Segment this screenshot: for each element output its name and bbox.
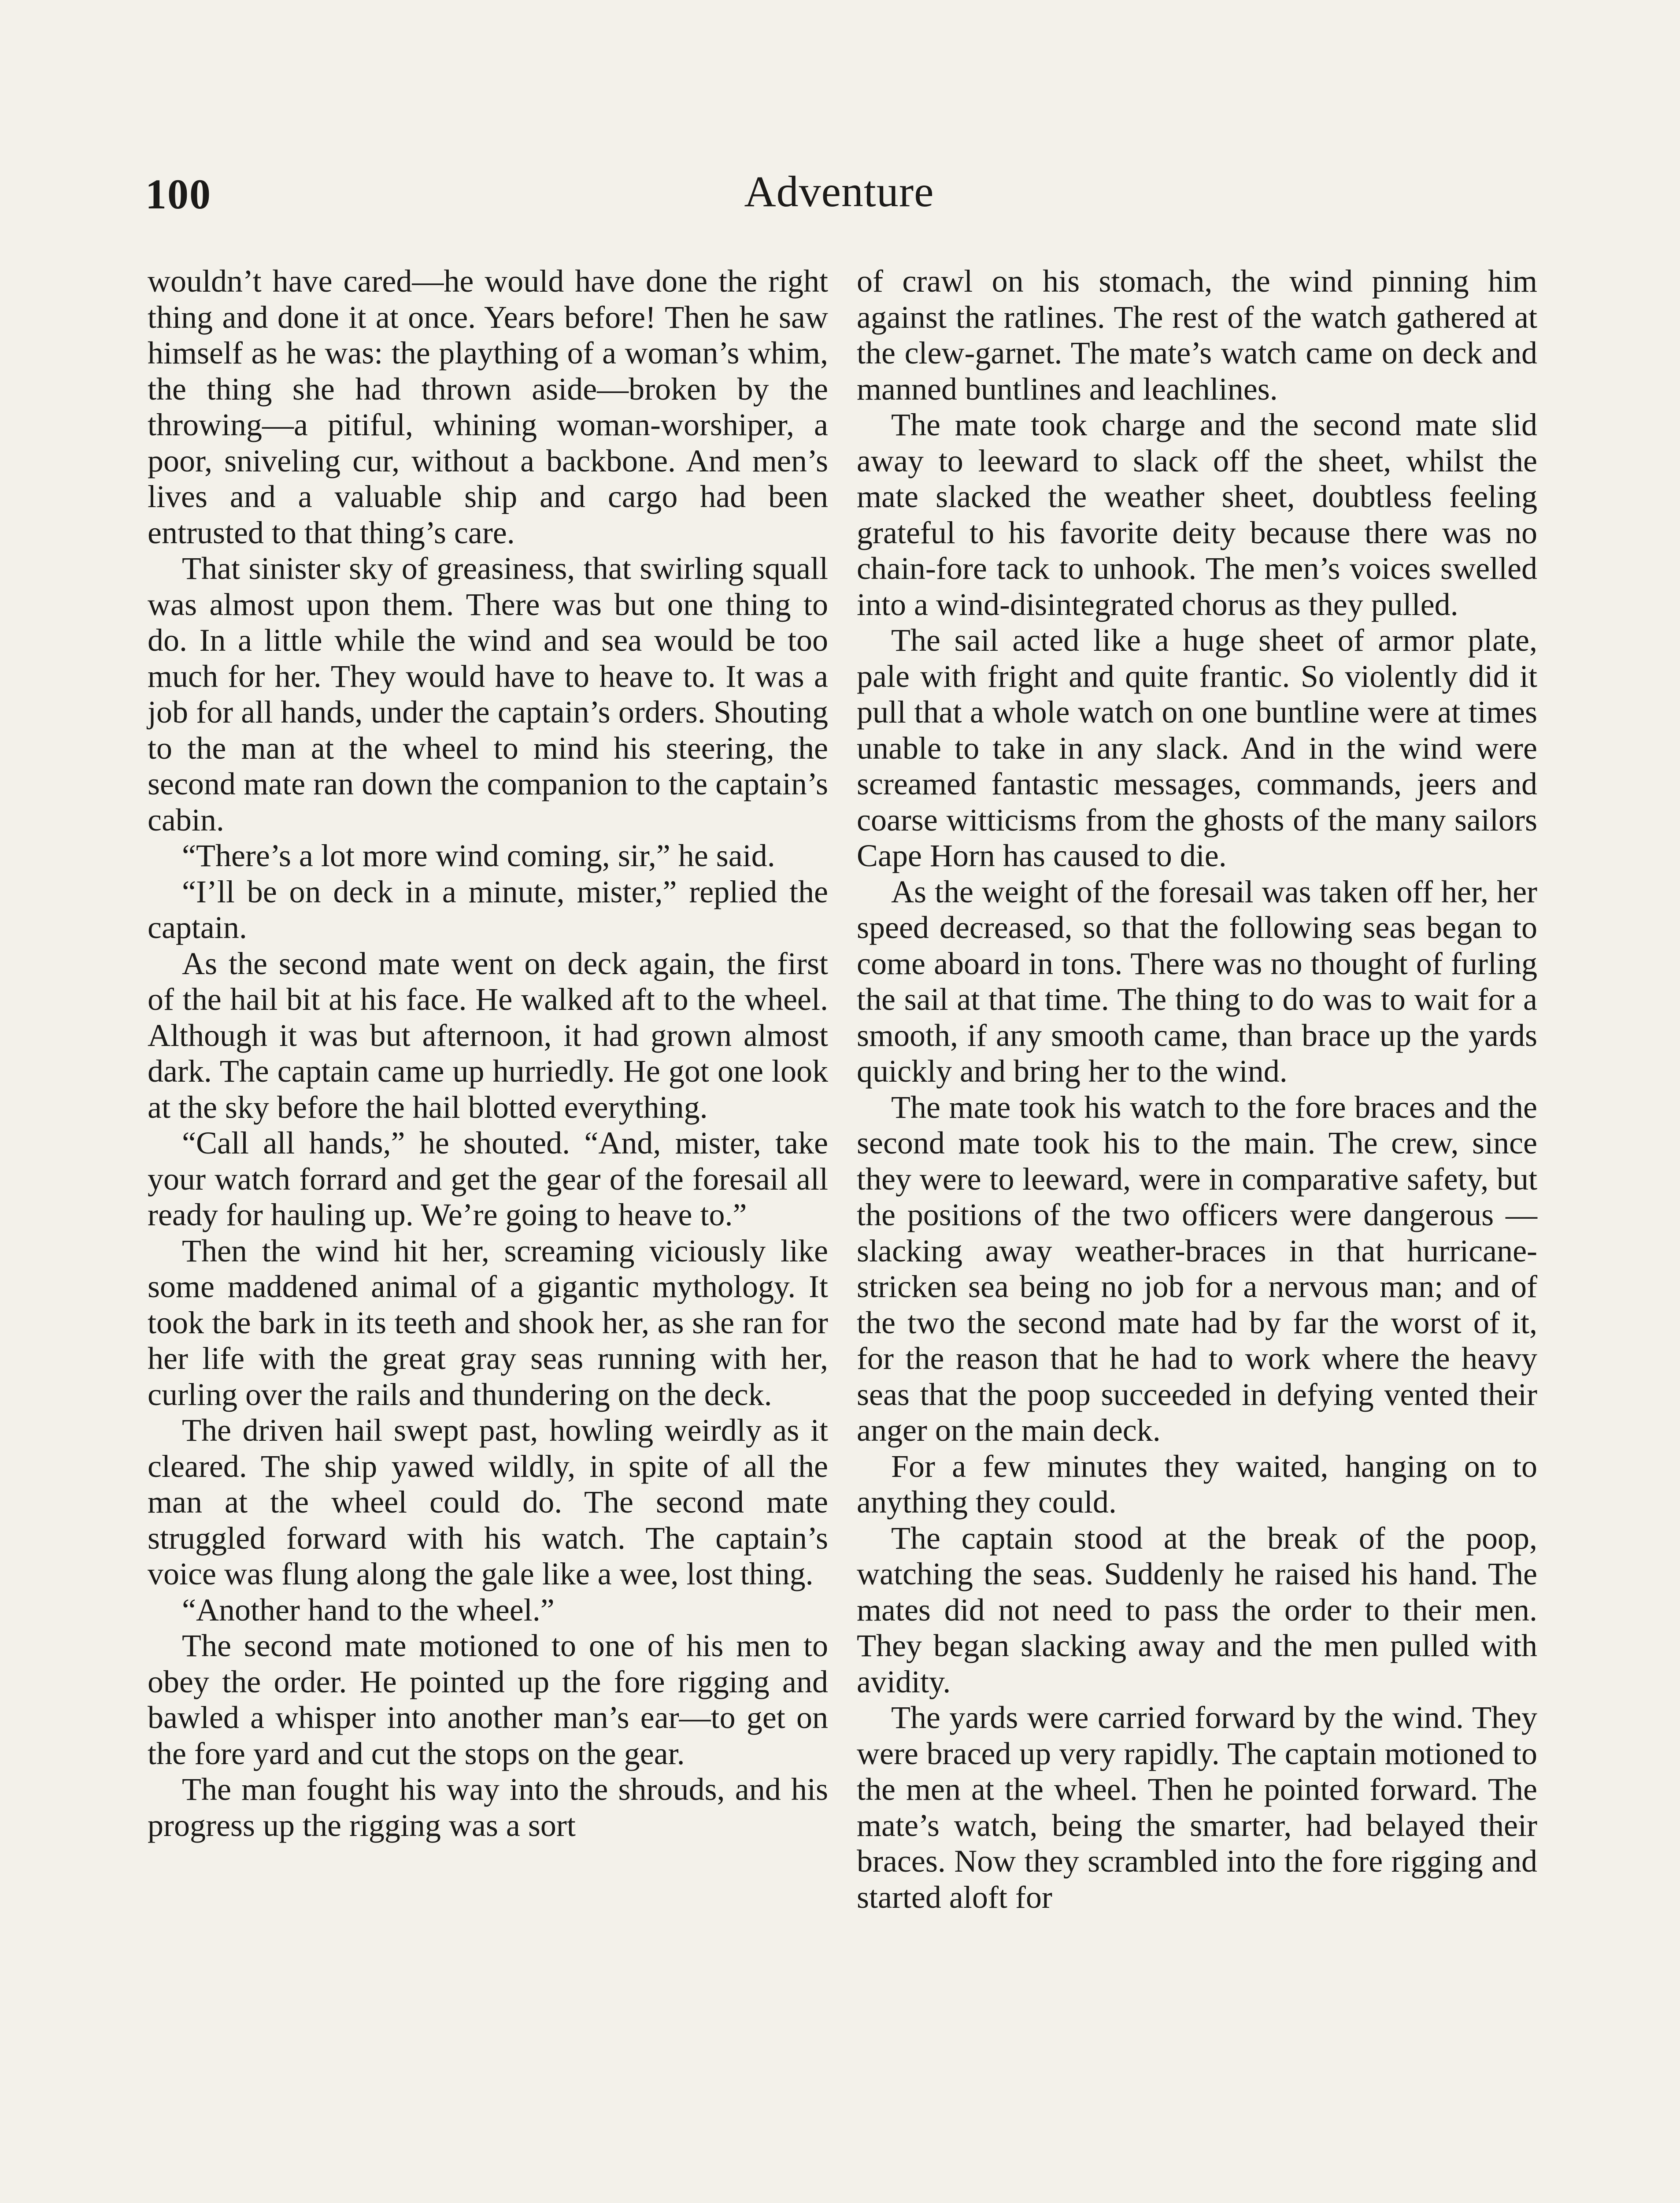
paragraph: “I’ll be on deck in a minute, mister,” replied the captain. [148,874,828,945]
paragraph: That sinister sky of greasiness, that swirling squall was almost upon them. There was but one thing to do. In a little while the wind and sea would be too much for her. They would have to heave to. It was a job for all hands, under the captain’s orders. Shouting to the man at the wheel to mind his steering, the second mate ran down the companion to the captain’s cabin. [148,551,828,838]
paragraph: The driven hail swept past, howling weirdly as it cleared. The ship yawed wildly, in spite of all the man at the wheel could do. The second mate struggled forward with his watch. The captain’s voice was flung along the gale like a wee, lost thing. [148,1413,828,1591]
paragraph: Then the wind hit her, screaming viciously like some maddened animal of a gigantic mythology. It took the bark in its teeth and shook her, as she ran for her life with the great gray seas running with her, curling over the rails and thundering on the deck. [148,1233,828,1412]
paragraph: The sail acted like a huge sheet of armor plate, pale with fright and quite frantic. So violently did it pull that a whole watch on one buntline were at times unable to take in any slack. And in the wind were screamed fantastic messages, commands, jeers and coarse witticisms from the ghosts of the many sailors Cape Horn has caused to die. [857,623,1537,873]
paragraph: The man fought his way into the shrouds, and his progress up the rigging was a sort [148,1772,828,1843]
paragraph: The yards were carried forward by the wind. They were braced up very rapidly. The captain motioned to the men at the wheel. Then he pointed forward. The mate’s watch, being the smarter, had belayed their braces. Now they scrambled into the fore rigging and started aloft for [857,1700,1537,1915]
paragraph: wouldn’t have cared—he would have done the right thing and done it at once. Years before! Then he saw himself as he was: the plaything of a woman’s whim, the thing she had thrown aside—broken by the throwing—a pitiful, whining woman-worshiper, a poor, sniveling cur, without a backbone. And men’s lives and a valuable ship and cargo had been entrusted to that thing’s care. [148,263,828,550]
paragraph: of crawl on his stomach, the wind pinning him against the ratlines. The rest of the watch gathered at the clew-garnet. The mate’s watch came on deck and manned buntlines and leachlines. [857,263,1537,407]
paragraph: As the weight of the foresail was taken off her, her speed decreased, so that the following seas began to come aboard in tons. There was no thought of furling the sail at that time. The thing to do was to wait for a smooth, if any smooth came, than brace up the yards quickly and bring her to the wind. [857,874,1537,1089]
page-header [145,167,1533,236]
paragraph: The second mate motioned to one of his men to obey the order. He pointed up the fore rigging and bawled a whisper into another man’s ear—to get on the fore yard and cut the stops on the gear. [148,1628,828,1771]
paragraph: The mate took charge and the second mate slid away to leeward to slack off the sheet, whilst the mate slacked the weather sheet, doubtless feeling grateful to his favorite deity because there was no chain-fore tack to unhook. The men’s voices swelled into a wind-disintegrated chorus as they pulled. [857,407,1537,622]
page-number: 100 [145,171,211,218]
right-column [857,263,1537,1915]
running-title: Adventure [744,167,934,216]
paragraph: For a few minutes they waited, hanging on to anything they could. [857,1448,1537,1520]
paragraph: “Another hand to the wheel.” [182,1592,555,1628]
paragraph: “Call all hands,” he shouted. “And, mister, take your watch forrard and get the gear of the foresail all ready for hauling up. We’re going to heave to.” [148,1125,828,1232]
left-column [148,263,828,1843]
paragraph: “There’s a lot more wind coming, sir,” he said. [182,838,775,873]
paragraph: The captain stood at the break of the poop, watching the seas. Suddenly he raised his hand. The mates did not need to pass the order to their men. They began slacking away and the men pulled with avidity. [857,1520,1537,1699]
paragraph: As the second mate went on deck again, the first of the hail bit at his face. He walked aft to the wheel. Although it was but afternoon, it had grown almost dark. The captain came up hurriedly. He got one look at the sky before the hail blotted everything. [148,946,828,1125]
paragraph: The mate took his watch to the fore braces and the second mate took his to the main. The crew, since they were to leeward, were in comparative safety, but the positions of the two officers were dangerous —slacking away weather-braces in that hurricane-stricken sea being no job for a nervous man; and of the two the second mate had by far the worst of it, for the reason that he had to work where the heavy seas that the poop succeeded in defying vented their anger on the main deck. [857,1089,1537,1448]
